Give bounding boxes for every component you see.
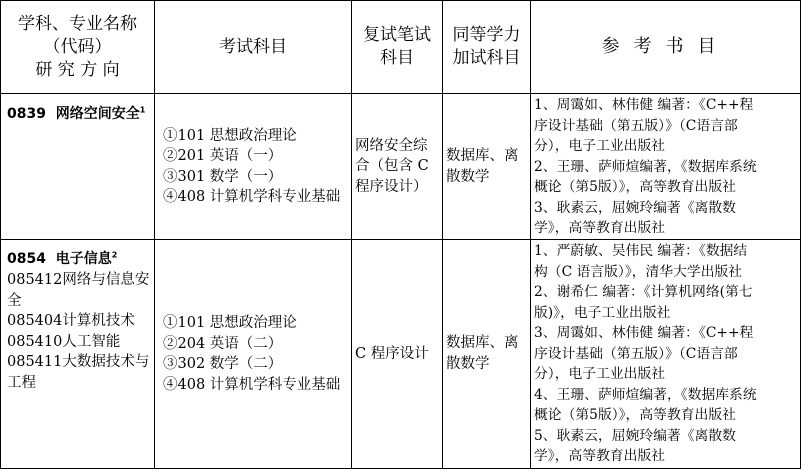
ref-line: 分），电子工业出版社 bbox=[534, 138, 666, 154]
ref-line: 序设计基础（第五版）》（C语言部 bbox=[534, 345, 738, 362]
header-retest-line: 复试笔试 bbox=[363, 25, 431, 45]
header-major-line: 研 究 方 向 bbox=[35, 59, 120, 80]
refs-cell bbox=[531, 240, 801, 469]
header-refs-label: 参考书目 bbox=[601, 36, 730, 57]
ref-line: 概论（第5版）》，高等教育出版社 bbox=[534, 179, 736, 195]
ref-line: 分），电子工业出版社 bbox=[534, 366, 666, 382]
ref-line: 序设计基础（第五版）》（C语言部 bbox=[534, 117, 738, 134]
extra-line: 散数学 bbox=[446, 168, 490, 185]
exam-subject: ③302 数学（二） bbox=[163, 356, 283, 372]
header-subjects-label: 考试科目 bbox=[219, 36, 287, 57]
ref-line: 1、严蔚敏、吴伟民 编著：《数据结 bbox=[534, 243, 748, 259]
exam-subjects-cell bbox=[155, 240, 352, 469]
exam-subject: ④408 计算机学科专业基础 bbox=[163, 376, 341, 393]
header-retest-line: 科目 bbox=[380, 48, 414, 68]
extra-cell bbox=[443, 94, 531, 240]
ref-line: 学》，高等教育出版社 bbox=[534, 448, 666, 464]
header-extra-line: 加试科目 bbox=[452, 48, 521, 68]
exam-subject: ②201 英语（一） bbox=[163, 148, 283, 164]
header-subjects bbox=[155, 1, 352, 94]
retest-line: C 程序设计 bbox=[355, 345, 429, 362]
ref-line: 1、周霭如、林伟健 编著：《C++程 bbox=[534, 97, 754, 113]
research-direction: 085411大数据技术与 bbox=[7, 354, 150, 370]
research-direction: 085404计算机技术 bbox=[7, 313, 135, 329]
major-code: 0839 bbox=[7, 106, 46, 122]
header-extra bbox=[443, 1, 531, 94]
extra-line: 数据库、离 bbox=[446, 147, 519, 164]
header-major-line: 学科、专业名称 bbox=[18, 13, 137, 34]
research-direction: 全 bbox=[7, 292, 22, 309]
header-retest bbox=[352, 1, 443, 94]
ref-line: 5、耿素云，屈婉玲编著《离散数 bbox=[534, 427, 736, 444]
major-title bbox=[7, 104, 152, 125]
ref-line: 3、周霭如、林伟健 编著：《C++程 bbox=[534, 325, 754, 341]
ref-line: 2、谢希仁 编著：《计算机网络(第七 bbox=[534, 284, 753, 300]
footnote-marker: 1 bbox=[139, 105, 146, 115]
retest-line: 合（包含 C bbox=[355, 158, 429, 175]
major-name: 电子信息 bbox=[55, 251, 112, 267]
exam-subject: ①101 思想政治理论 bbox=[163, 315, 297, 331]
table-row bbox=[1, 240, 801, 469]
ref-line: 概论（第5版）》，高等教育出版社 bbox=[534, 407, 736, 423]
header-major bbox=[1, 1, 155, 94]
exam-subjects-cell bbox=[155, 94, 352, 240]
exam-subject: ①101 思想政治理论 bbox=[163, 127, 297, 144]
retest-cell bbox=[352, 240, 443, 469]
header-extra-line: 同等学力 bbox=[452, 25, 521, 45]
major-cell bbox=[1, 94, 155, 240]
table-row bbox=[1, 94, 801, 240]
ref-line: 4、王珊、萨师煊编著，《数据库系统 bbox=[534, 386, 757, 403]
exam-subject: ④408 计算机学科专业基础 bbox=[163, 189, 341, 205]
retest-line: 网络安全综 bbox=[355, 137, 428, 154]
major-code: 0854 bbox=[7, 251, 46, 267]
refs-cell bbox=[531, 94, 801, 240]
exam-subject: ②204 英语（二） bbox=[163, 335, 283, 352]
major-title bbox=[7, 249, 152, 270]
major-name: 网络空间安全 bbox=[55, 106, 140, 122]
research-direction: 085412网络与信息安 bbox=[7, 272, 150, 288]
footnote-marker: 2 bbox=[111, 250, 118, 260]
ref-line: 学》，高等教育出版社 bbox=[534, 220, 666, 236]
ref-line: 2、王珊、萨师煊编著，《数据库系统 bbox=[534, 158, 757, 175]
header-major-line: （代码） bbox=[43, 36, 112, 57]
retest-line: 程序设计） bbox=[355, 178, 428, 195]
ref-line: 版)》，电子工业出版社 bbox=[534, 304, 671, 321]
extra-line: 数据库、离 bbox=[446, 335, 519, 351]
ref-line: 构（C 语言版）》，清华大学出版社 bbox=[534, 263, 743, 280]
retest-cell bbox=[352, 94, 443, 240]
extra-line: 散数学 bbox=[446, 356, 490, 372]
ref-line: 3、耿素云，屈婉玲编著《离散数 bbox=[534, 199, 736, 216]
extra-cell bbox=[443, 240, 531, 469]
header-row bbox=[1, 1, 801, 94]
header-refs bbox=[531, 1, 801, 94]
exam-subject: ③301 数学（一） bbox=[163, 168, 283, 185]
research-direction: 085410人工智能 bbox=[7, 333, 121, 350]
major-cell bbox=[1, 240, 155, 469]
research-direction: 工程 bbox=[7, 374, 36, 391]
